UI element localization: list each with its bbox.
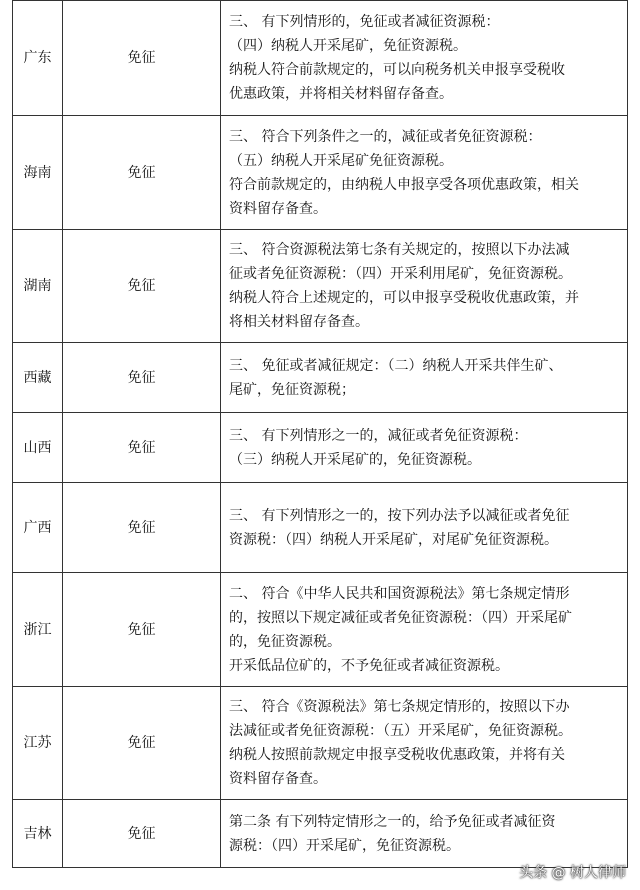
policy-text-cell bbox=[221, 800, 628, 868]
table-row bbox=[13, 1, 628, 116]
document-sheet bbox=[12, 0, 627, 868]
policy-text-cell bbox=[221, 1, 628, 116]
watermark: 头条 @ 树人律师 bbox=[519, 865, 626, 881]
policy-line: 三、 符合《资源税法》第七条规定情形的，按照以下办 bbox=[229, 699, 570, 715]
policy-line: 开采低品位矿的，不予免征或者减征资源税。 bbox=[229, 657, 509, 674]
policy-line: 三、 免征或者减征规定：（二）纳税人开采共伴生矿、 bbox=[229, 357, 563, 374]
status-cell: 免征 bbox=[63, 483, 221, 573]
table-row bbox=[13, 343, 628, 413]
province-cell: 广西 bbox=[13, 483, 63, 573]
policy-line: 二、 符合《中华人民共和国资源税法》第七条规定情形 bbox=[229, 585, 570, 602]
policy-line: 源税：（四）开采尾矿，免征资源税。 bbox=[229, 837, 460, 854]
policy-text-cell bbox=[221, 413, 628, 483]
status-cell: 免征 bbox=[63, 800, 221, 868]
policy-line: 优惠政策，并将相关材料留存备查。 bbox=[229, 86, 453, 102]
policy-line: 征或者免征资源税：（四）开采利用尾矿，免征资源税。 bbox=[229, 266, 572, 282]
policy-text-cell bbox=[221, 230, 628, 343]
province-cell: 吉林 bbox=[13, 800, 63, 868]
table-row bbox=[13, 230, 628, 343]
table-row bbox=[13, 413, 628, 483]
table-body bbox=[13, 1, 628, 868]
policy-text-cell bbox=[221, 343, 628, 413]
province-cell: 海南 bbox=[13, 116, 63, 230]
status-cell: 免征 bbox=[63, 573, 221, 687]
policy-line: 将相关材料留存备查。 bbox=[229, 314, 369, 330]
policy-line: 的，按照以下规定减征或者免征资源税：（四）开采尾矿 bbox=[229, 609, 572, 626]
tax-policy-table bbox=[12, 0, 628, 868]
province-cell: 浙江 bbox=[13, 573, 63, 687]
policy-text-cell bbox=[221, 483, 628, 573]
province-cell: 广东 bbox=[13, 1, 63, 116]
policy-line: 第二条 有下列特定情形之一的，给予免征或者减征资 bbox=[229, 813, 556, 830]
policy-line: （三）纳税人开采尾矿的，免征资源税。 bbox=[229, 451, 481, 468]
policy-line: 三、 有下列情形之一的，按下列办法予以减征或者免征 bbox=[229, 507, 570, 524]
policy-text-cell bbox=[221, 573, 628, 687]
policy-line: 资源税：（四）纳税人开采尾矿，对尾矿免征资源税。 bbox=[229, 531, 558, 548]
province-cell: 江苏 bbox=[13, 687, 63, 800]
table-row bbox=[13, 800, 628, 868]
status-cell: 免征 bbox=[63, 1, 221, 116]
table-row bbox=[13, 573, 628, 687]
policy-line: 的，免征资源税。 bbox=[229, 633, 341, 650]
policy-line: 纳税人按照前款规定申报享受税收优惠政策，并将有关 bbox=[229, 747, 565, 763]
policy-line: 纳税人符合上述规定的，可以申报享受税收优惠政策，并 bbox=[229, 290, 579, 306]
table-row bbox=[13, 687, 628, 800]
policy-line: 三、 有下列情形之一的，减征或者免征资源税： bbox=[229, 427, 528, 444]
policy-line: 符合前款规定的，由纳税人申报享受各项优惠政策，相关 bbox=[229, 176, 579, 193]
policy-line: （四）纳税人开采尾矿，免征资源税。 bbox=[229, 38, 467, 54]
policy-line: 纳税人符合前款规定的，可以向税务机关申报享受税收 bbox=[229, 62, 565, 78]
policy-text-cell bbox=[221, 116, 628, 230]
policy-line: 资料留存备查。 bbox=[229, 200, 327, 217]
status-cell: 免征 bbox=[63, 687, 221, 800]
province-cell: 西藏 bbox=[13, 343, 63, 413]
table-row bbox=[13, 116, 628, 230]
policy-line: （五）纳税人开采尾矿免征资源税。 bbox=[229, 152, 453, 169]
status-cell: 免征 bbox=[63, 230, 221, 343]
province-cell: 山西 bbox=[13, 413, 63, 483]
policy-line: 资料留存备查。 bbox=[229, 771, 327, 787]
table-row bbox=[13, 483, 628, 573]
status-cell: 免征 bbox=[63, 413, 221, 483]
policy-line: 三、 符合下列条件之一的，减征或者免征资源税： bbox=[229, 128, 542, 145]
policy-line: 三、 符合资源税法第七条有关规定的，按照以下办法减 bbox=[229, 242, 570, 258]
policy-line: 法减征或者免征资源税：（五）开采尾矿，免征资源税。 bbox=[229, 723, 572, 739]
policy-text-cell bbox=[221, 687, 628, 800]
status-cell: 免征 bbox=[63, 343, 221, 413]
policy-line: 三、 有下列情形的，免征或者减征资源税： bbox=[229, 14, 500, 30]
policy-line: 尾矿，免征资源税； bbox=[229, 381, 355, 398]
status-cell: 免征 bbox=[63, 116, 221, 230]
province-cell: 湖南 bbox=[13, 230, 63, 343]
